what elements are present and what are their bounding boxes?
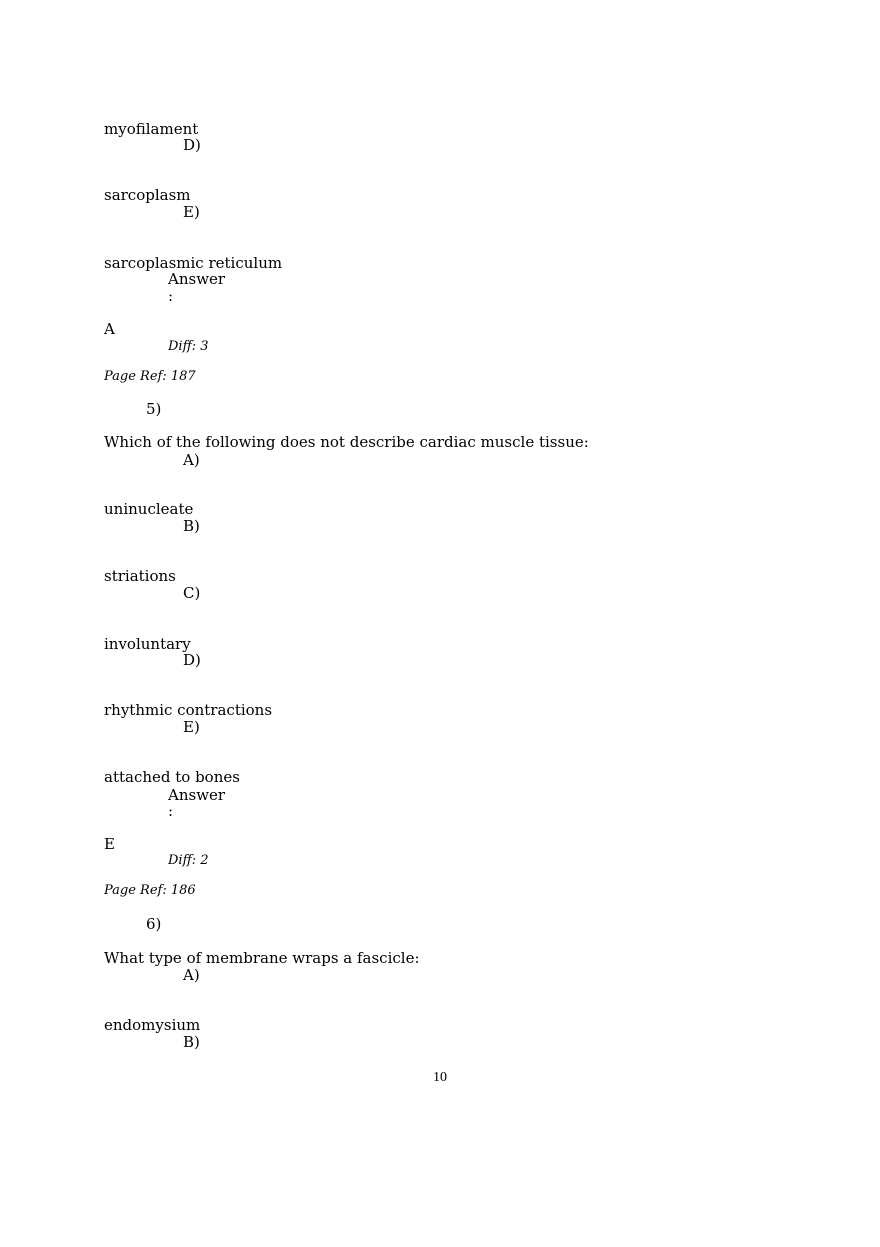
option-label: B) [183,1033,200,1051]
option-label: D) [183,651,201,669]
option-label: B) [183,517,200,535]
option-text: endomysium [104,1016,201,1034]
answer-value: E [104,835,115,853]
answer-colon: : [168,802,174,820]
question-number: 5) [146,400,162,418]
option-text: sarcoplasmic reticulum [104,254,283,272]
difficulty: Diff: 3 [168,339,209,354]
question-number: 6) [146,915,162,933]
option-text: striations [104,567,176,585]
option-label: D) [183,136,201,154]
difficulty: Diff: 2 [168,853,209,868]
question-text: What type of membrane wraps a fascicle: [104,949,420,967]
answer-value: A [104,320,115,338]
page-ref: Page Ref: 186 [104,883,196,898]
option-text: sarcoplasm [104,186,191,204]
option-text: myofilament [104,120,199,138]
answer-colon: : [168,287,174,305]
answer-label: Answer [168,786,226,804]
option-label: C) [183,584,201,602]
option-text: uninucleate [104,500,194,518]
option-text: involuntary [104,635,191,653]
answer-label: Answer [168,270,226,288]
option-label: E) [183,203,200,221]
question-text: Which of the following does not describe cardiac muscle tissue: [104,433,589,451]
option-label: A) [183,966,200,984]
option-label: E) [183,718,200,736]
option-text: attached to bones [104,768,240,786]
page-number: 10 [433,1070,447,1085]
option-label: A) [183,451,200,469]
option-text: rhythmic contractions [104,701,273,719]
page-ref: Page Ref: 187 [104,369,196,384]
